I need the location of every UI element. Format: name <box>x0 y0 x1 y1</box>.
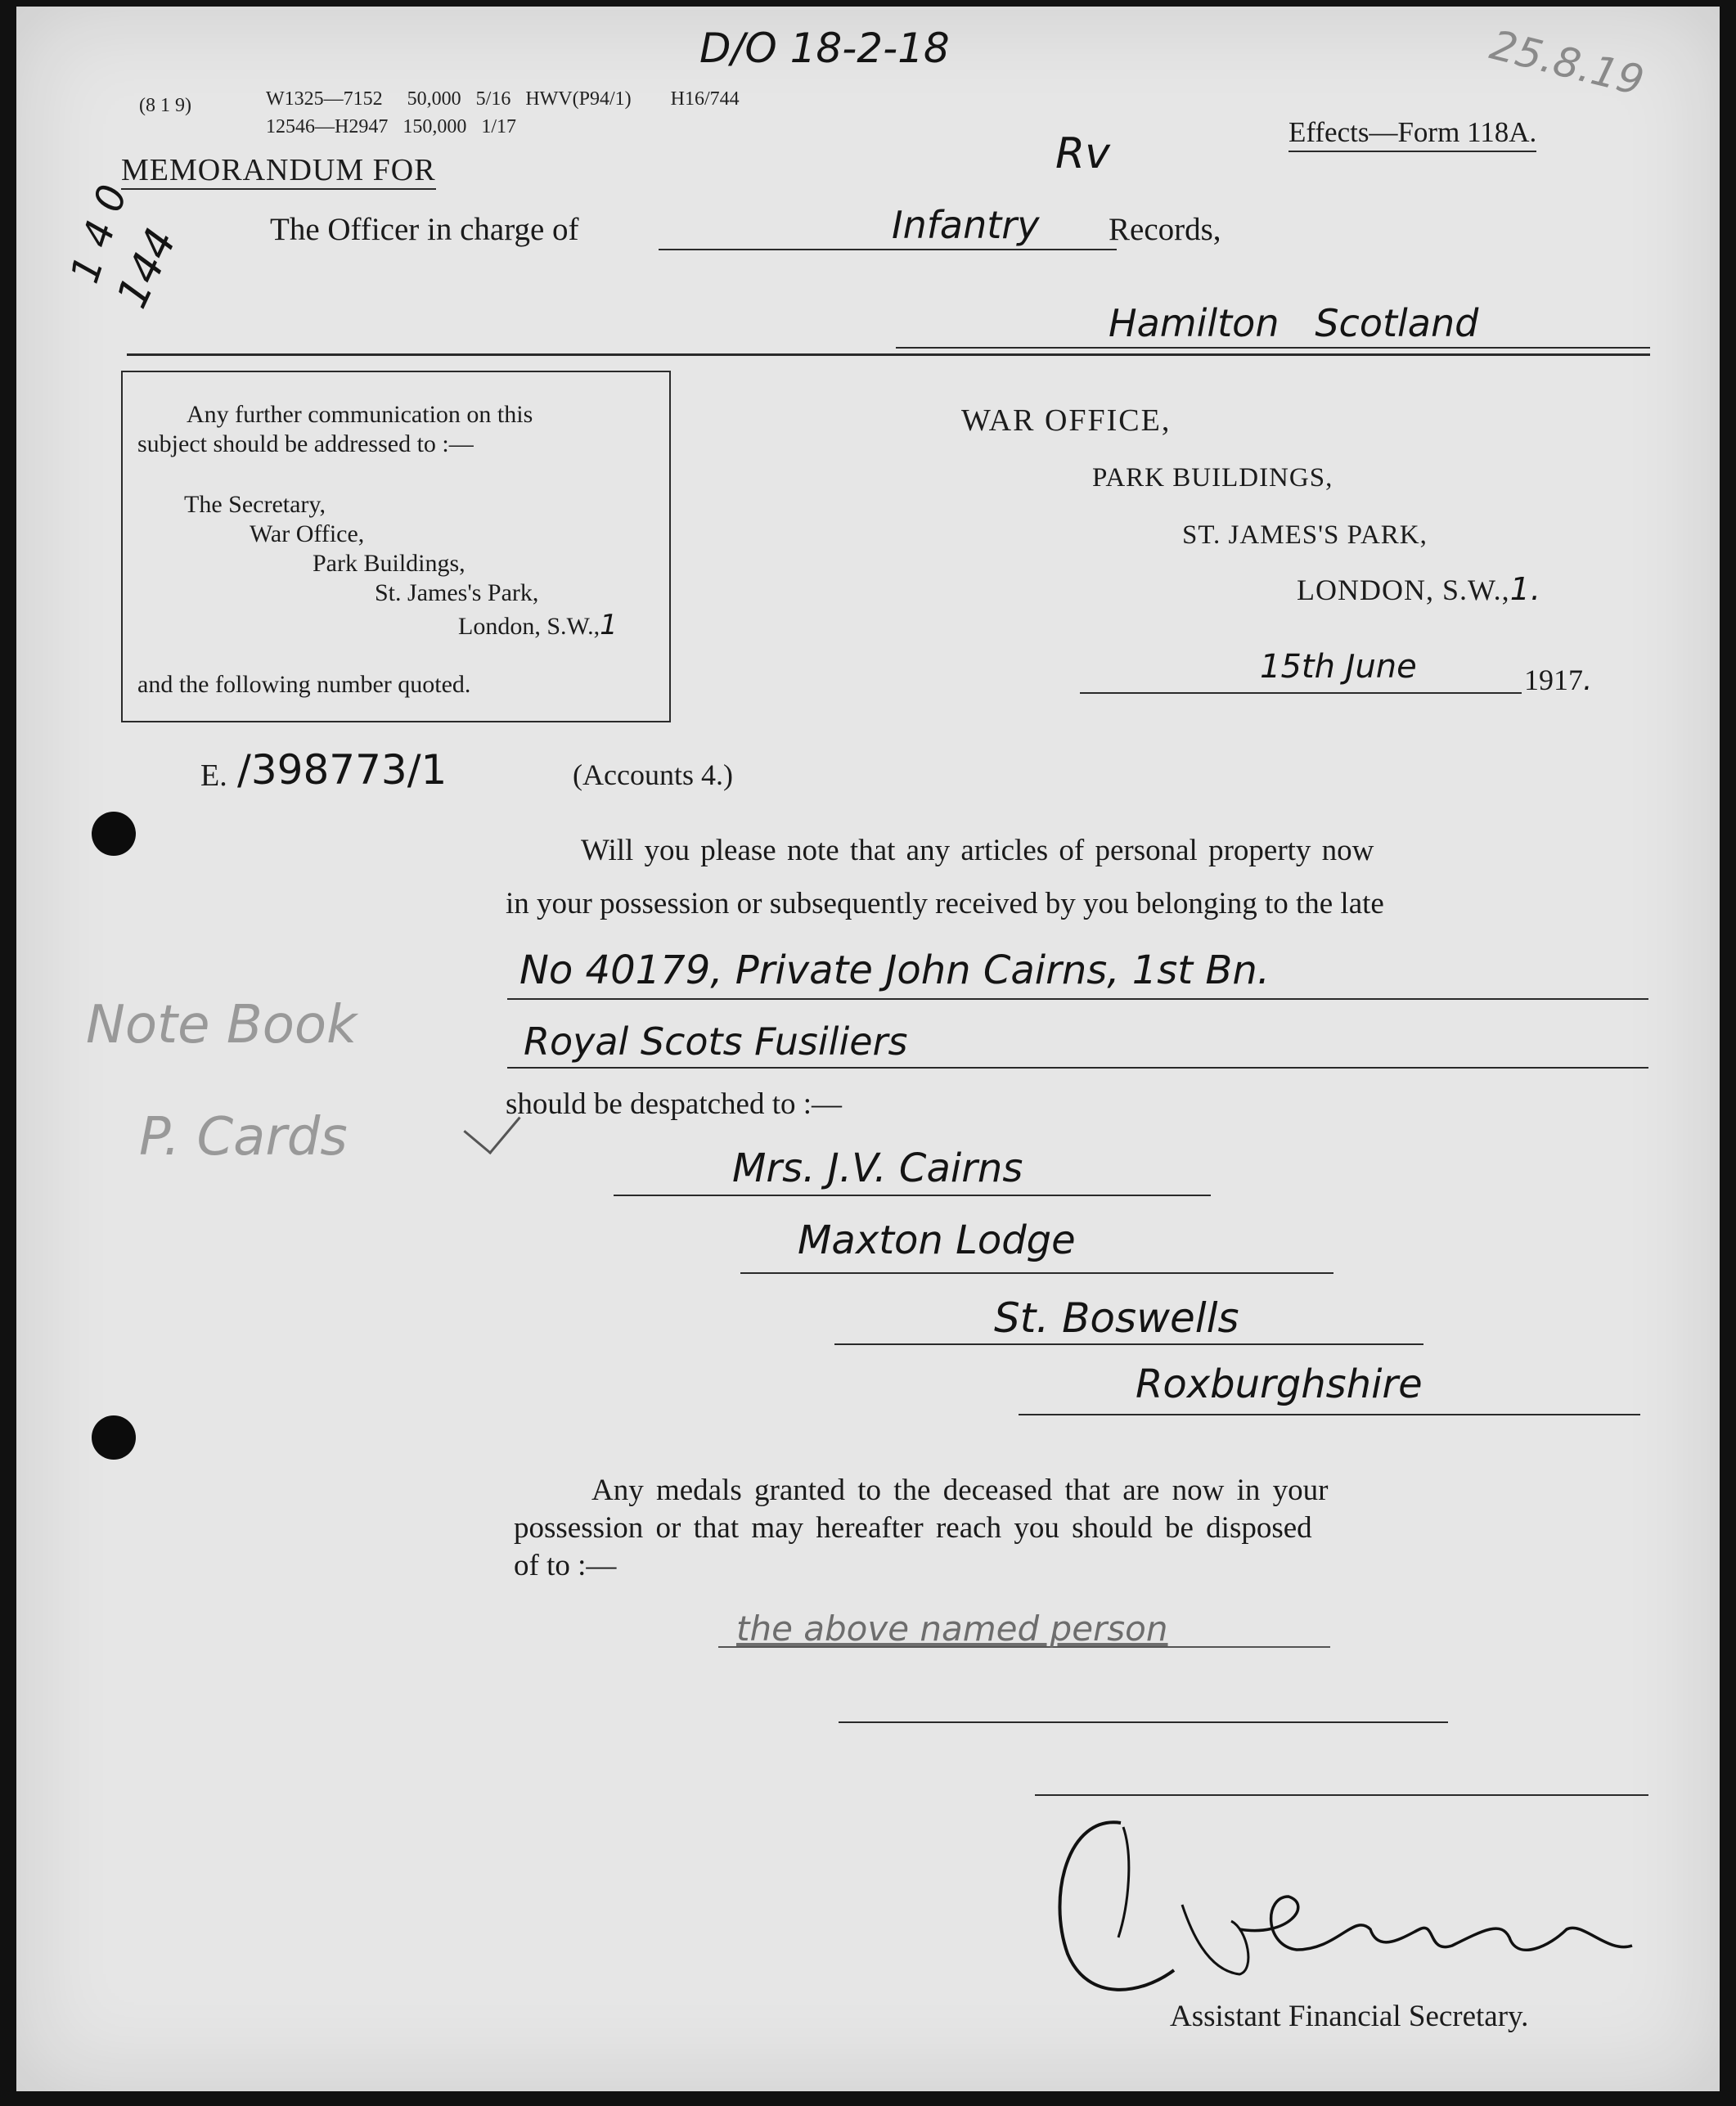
deceased-line2-rule <box>507 1067 1648 1069</box>
sender-line4 <box>1297 571 1541 607</box>
reference-accounts: (Accounts 4.) <box>573 758 733 791</box>
recipient-addr1-rule <box>740 1272 1333 1274</box>
recipient-addr2-handwritten: St. Boswells <box>994 1294 1239 1342</box>
reply-box-line1: Any further communication on this <box>187 401 533 428</box>
reply-box-addr5-hand: 1 <box>600 609 618 641</box>
printer-code-line1-left: (8 1 9) <box>139 95 191 116</box>
reply-box-addr2: War Office, <box>250 520 365 547</box>
printer-code-line1-right: W1325—7152 50,000 5/16 HWV(P94/1) H16/744 <box>266 88 740 110</box>
date-year-hand: . <box>1583 664 1593 697</box>
para1-line1: Will you please note that any articles of personal property now <box>581 834 1374 867</box>
memo-title: MEMORANDUM FOR <box>121 152 436 190</box>
recipient-name-rule <box>614 1195 1211 1196</box>
signature-title: Assistant Financial Secretary. <box>1170 2000 1529 2033</box>
memorandum-document <box>16 7 1720 2091</box>
signature-rule <box>1035 1794 1648 1796</box>
annotation-left-margin-a: 1 4 0 <box>61 179 137 289</box>
signature-mark <box>1043 1807 1665 2011</box>
deceased-line1-handwritten: No 40179, Private John Cairns, 1st Bn. <box>519 947 1270 993</box>
officer-suffix: Records, <box>1109 212 1221 247</box>
annotation-initials: Rv <box>1055 129 1110 178</box>
para2-line3: of to :— <box>514 1549 617 1582</box>
officer-prefix: The Officer in charge of <box>270 212 579 247</box>
officer-location-line <box>896 347 1650 349</box>
signature-handwritten <box>1043 1807 1665 2014</box>
reply-box-addr4: St. James's Park, <box>375 579 539 606</box>
sender-line3: ST. JAMES'S PARK, <box>1182 520 1428 550</box>
recipient-addr3-rule <box>1019 1414 1640 1415</box>
date-year-text: 1917 <box>1524 664 1583 696</box>
sender-line4-hand: 1. <box>1509 571 1541 607</box>
deceased-line2-handwritten: Royal Scots Fusiliers <box>524 1019 908 1064</box>
recipient-addr3-handwritten: Roxburghshire <box>1136 1361 1423 1407</box>
medals-recipient-handwritten: the above named person <box>736 1609 1168 1649</box>
recipient-name-handwritten: Mrs. J.V. Cairns <box>732 1145 1023 1191</box>
sender-line1: WAR OFFICE, <box>961 403 1172 438</box>
officer-location-handwritten: Hamilton Scotland <box>1109 301 1479 345</box>
header-divider <box>127 353 1650 356</box>
sender-line4-text: LONDON, S.W., <box>1297 574 1510 606</box>
officer-branch-line <box>659 249 1117 250</box>
reply-box-addr1: The Secretary, <box>184 491 326 518</box>
reply-box-addr5-text: London, S.W., <box>458 613 600 640</box>
para2-line1: Any medals granted to the deceased that are now in your <box>591 1474 1329 1507</box>
punch-hole-upper <box>92 812 136 856</box>
recipient-addr1-handwritten: Maxton Lodge <box>798 1217 1076 1263</box>
punch-hole-lower <box>92 1415 136 1460</box>
annotation-left-margin-b: 144 <box>107 221 187 316</box>
margin-pencil-line2: P. Cards <box>139 1107 348 1168</box>
reply-box-addr3: Park Buildings, <box>313 550 465 577</box>
para2-line2: possession or that may hereafter reach you should be disposed <box>514 1511 1312 1545</box>
date-line <box>1080 692 1522 694</box>
form-label: Effects—Form 118A. <box>1289 116 1536 152</box>
printer-code-line2-right: 12546—H2947 150,000 1/17 <box>266 116 516 137</box>
reply-box-line2: subject should be addressed to :— <box>137 430 474 457</box>
reply-box-footer: and the following number quoted. <box>137 671 471 698</box>
margin-pencil-line1: Note Book <box>86 995 358 1055</box>
reference-number-handwritten: /398773/1 <box>237 746 447 794</box>
medals-extra-rule <box>839 1721 1448 1723</box>
deceased-line1-rule <box>507 998 1648 1000</box>
date-year <box>1524 663 1592 697</box>
annotation-top-right-date: 25.8.19 <box>1485 20 1649 106</box>
reference-prefix: E. <box>200 758 227 793</box>
annotation-top-stamp: D/O 18-2-18 <box>699 25 950 72</box>
despatch-label: should be despatched to :— <box>506 1087 843 1121</box>
sender-line2: PARK BUILDINGS, <box>1092 463 1333 493</box>
signature-name <box>1407 1888 1410 1889</box>
para1-line2: in your possession or subsequently received by you belonging to the late <box>506 887 1384 920</box>
reply-box-addr5 <box>458 609 618 641</box>
date-handwritten: 15th June <box>1260 648 1417 686</box>
recipient-addr2-rule <box>834 1343 1423 1345</box>
officer-branch-handwritten: Infantry <box>892 203 1040 247</box>
